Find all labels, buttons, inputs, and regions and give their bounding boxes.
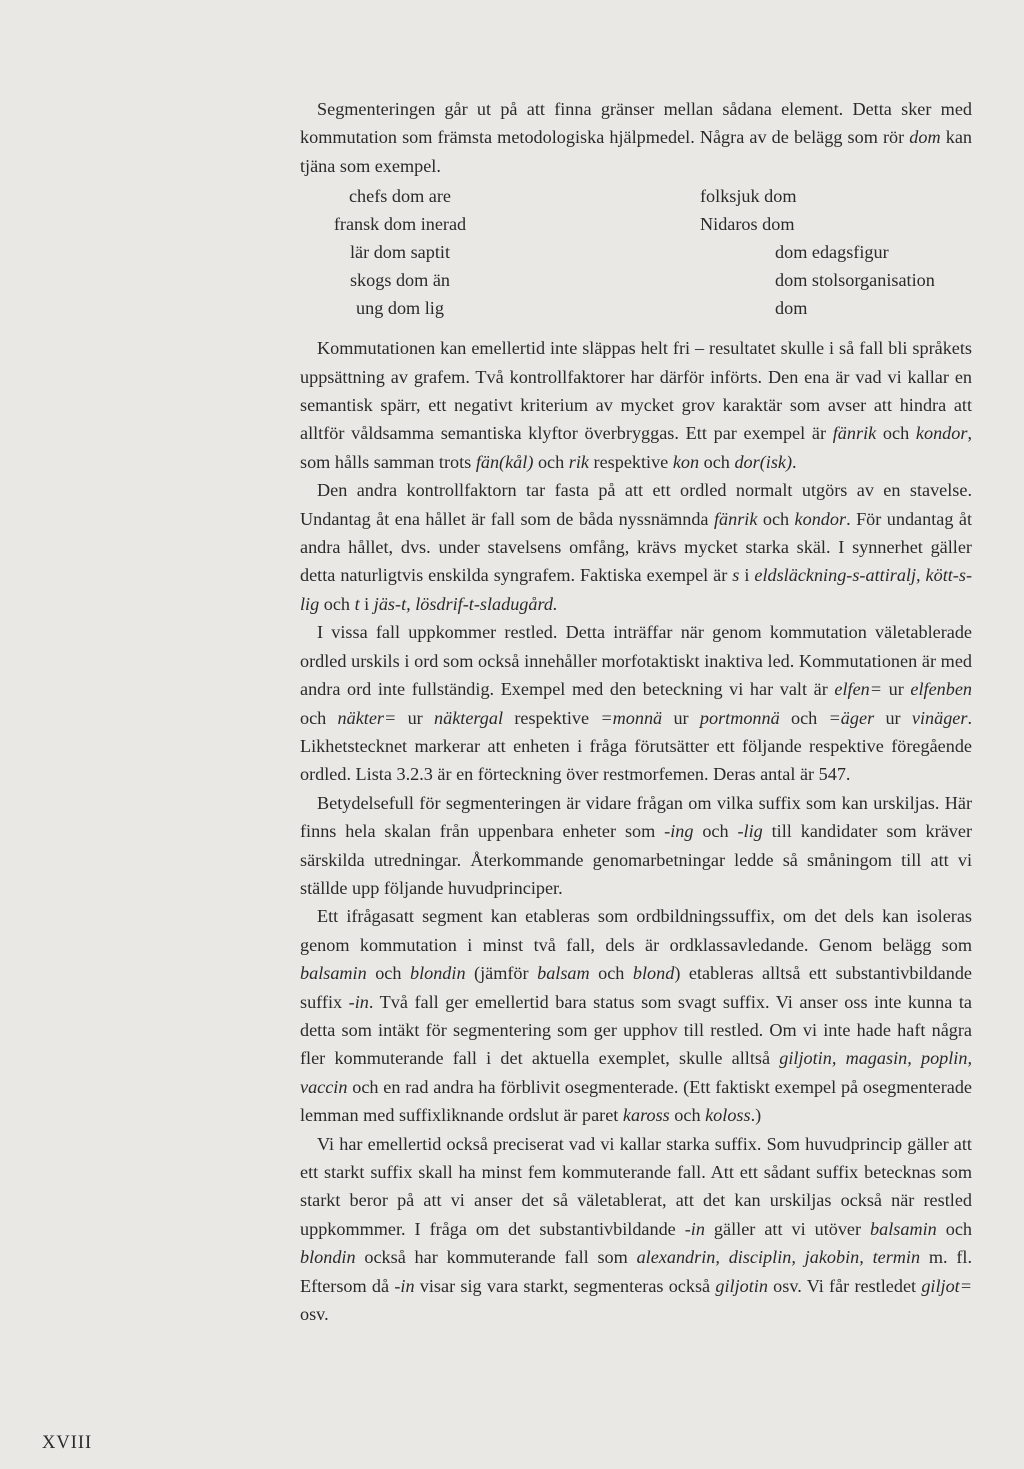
- example-right: dom: [775, 298, 808, 319]
- example-row: [300, 294, 972, 322]
- example-left: fransk dom inerad: [333, 214, 467, 235]
- paragraph-suffix: Betydelsefull för segmenteringen är vidare frågan om vilka suffix som kan urskiljas. Här finns hela skalan från uppenbara enheter som -ing och -lig till kandidater som kräver särskilda utredningar. Återkommande genomarbetningar ledde så småningom till att vi ställde upp följande huvudprinciper.: [300, 792, 972, 898]
- segmentation-examples: [300, 182, 972, 324]
- example-row: [300, 182, 972, 210]
- paragraph-strong-suffix: Vi har emellertid också preciserat vad vi kallar starka suffix. Som huvudprincip gäller att ett starkt suffix skall ha minst fem kommuterande fall. Att ett sådant suffix betecknas som starkt beror på att vi anser det så väletablerat, att det kan urskiljas också när restled uppkommmer. I fråga om det substantivbildande -in gäller att vi utöver balsamin och blondin också har kommuterande fall som alexandrin, disciplin, jakobin, termin m. fl. Eftersom då -in visar sig vara starkt, segmenteras också giljotin osv. Vi får restledet giljot= osv.: [300, 1133, 973, 1325]
- example-left: lär dom saptit: [349, 242, 450, 263]
- paragraph-suffix-criteria: Ett ifrågasatt segment kan etableras som ordbildningssuffix, om det dels kan isoleras genom kommutation i minst två fall, dels är ordklassavledande. Genom belägg som balsamin och blondin (jämför balsam och blond) etableras alltså ett substantivbildande suffix -in. Två fall ger emellertid bara status som svagt suffix. Vi anser oss inte kunna ta detta som intäkt för segmentering som ger upphov till restled. Om vi inte hade haft några fler kommuterande fall i det aktuella exemplet, skulle alltså giljotin, magasin, poplin, vaccin och en rad andra ha förblivit osegmenterade. (Ett faktiskt exempel på osegmenterade lemman med suffixliknande ordslut är paret kaross och koloss.): [300, 906, 972, 1126]
- paragraph-control-factors: Kommutationen kan emellertid inte släppas helt fri – resultatet skulle i så fall bli språkets uppsättning av grafem. Två kontrollfaktorer har därför införts. Den ena är vad vi kallar en semantisk spärr, ett negativt kriterium av mycket grov karaktär som avser att hindra att alltför våldsamma semantiska klyftor överbryggas. Ett par exempel är fänrik och kondor, som hålls samman trots fän(kål) och rik respektive kon och dor(isk).: [300, 338, 972, 472]
- body-text-column: [300, 95, 972, 1328]
- page-number: XVIII: [42, 1433, 93, 1453]
- example-right: Nidaros dom: [700, 214, 795, 235]
- example-row: [300, 210, 972, 238]
- example-right: folksjuk dom: [700, 186, 797, 207]
- example-left: skogs dom än: [349, 270, 451, 291]
- example-left: chefs dom are: [348, 186, 451, 207]
- paragraph-restled: I vissa fall uppkommer restled. Detta inträffar när genom kommutation väletablerade ordled urskils i ord som också innehåller morfotaktiskt inaktiva led. Kommutationen är med andra ord inte fullständig. Exempel med den beteckning vi har valt är elfen= ur elfenben och näkter= ur näktergal respektive =monnä ur portmonnä och =äger ur vinäger. Likhetstecknet markerar att enheten i fråga förutsätter ett följande respektive föregående ordled. Lista 3.2.3 är en förteckning över restmorfemen. Deras antal är 547.: [300, 622, 973, 785]
- paragraph-syllable-factor: Den andra kontrollfaktorn tar fasta på att ett ordled normalt utgörs av en stavelse. Undantag åt ena hållet är fall som de båda nyssnämnda fänrik och kondor. För undantag åt andra hållet, dvs. under stavelsens omfång, krävs mycket starka skäl. I synnerhet gäller detta naturligtvis enskilda syngrafem. Faktiska exempel är s i eldsläckning-s-attiralj, kött-s-lig och t i jäs-t, lösdrif-t-sladugård.: [300, 480, 973, 614]
- example-right: dom stolsorganisation: [775, 270, 935, 291]
- paragraph-intro: Segmenteringen går ut på att finna gränser mellan sådana element. Detta sker med kommutation som främsta metodologiska hjälpmedel. Några av de belägg som rör dom kan tjäna som exempel.: [300, 99, 972, 176]
- example-row: [300, 266, 972, 294]
- example-row: [300, 238, 972, 266]
- example-left: ung dom lig: [356, 298, 444, 319]
- example-right: dom edagsfigur: [775, 242, 889, 263]
